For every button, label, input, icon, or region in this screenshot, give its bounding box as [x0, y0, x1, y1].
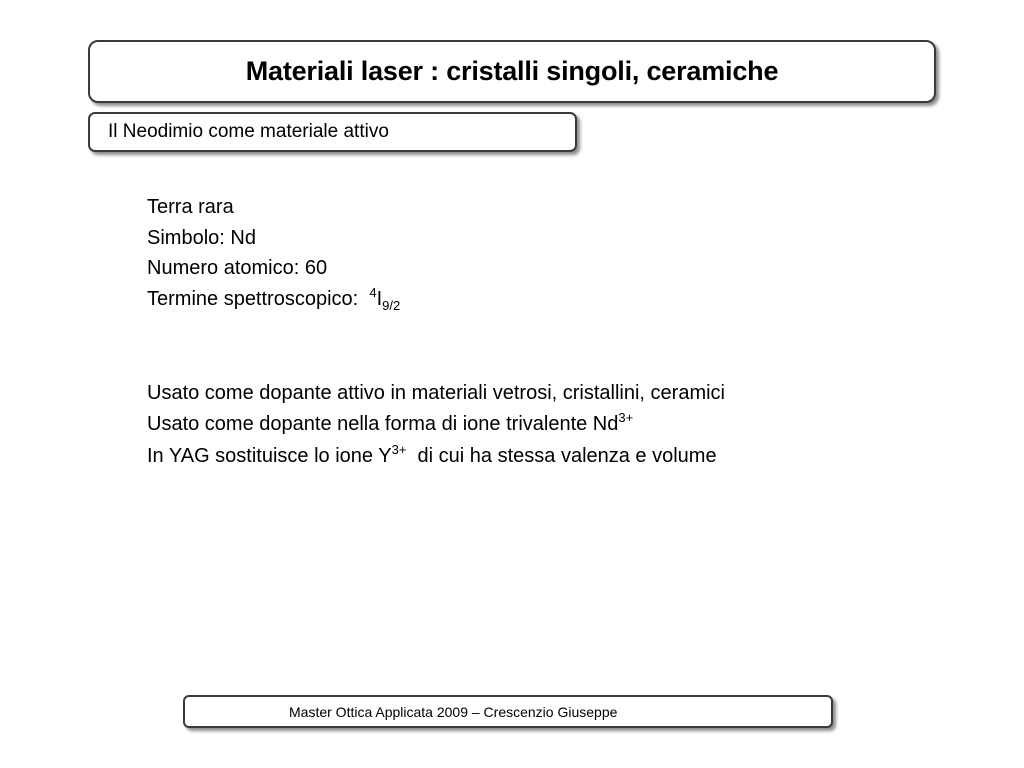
term-subscript: 9/2 [382, 297, 401, 313]
subtitle-box [88, 112, 577, 152]
nd-charge-superscript: 3+ [618, 409, 634, 425]
use-dopant-materials: Usato come dopante attivo in materiali vetrosi, cristallini, ceramici [147, 382, 725, 404]
slide-title: Materiali laser : cristalli singoli, ceramiche [245, 56, 779, 86]
fact-rare-earth: Terra rara [147, 196, 234, 218]
slide-content [147, 192, 725, 474]
fact-atomic-number: Numero atomico: 60 [147, 257, 328, 279]
yag-text: In YAG sostituisce lo ione Y [147, 445, 392, 467]
use-yag-substitution [147, 441, 725, 474]
use-trivalent-ion [147, 409, 725, 442]
fact-symbol: Simbolo: Nd [147, 226, 256, 249]
term-base: I [376, 287, 383, 310]
y-charge-superscript: 3+ [391, 442, 407, 457]
spacer [147, 316, 725, 378]
yag-text-rest: di cui ha stessa valenza e volume [406, 445, 717, 467]
slide-subtitle: Il Neodimio come materiale attivo [108, 121, 389, 142]
title-box [88, 40, 936, 103]
slide-footer: Master Ottica Applicata 2009 – Crescenzio Giuseppe [289, 703, 618, 720]
footer-box [183, 695, 833, 728]
fact-spectroscopic-term [147, 284, 725, 317]
term-superscript: 4 [369, 284, 377, 300]
spectroscopic-term-label: Termine spettroscopico: [147, 287, 370, 310]
trivalent-ion-text: Usato come dopante nella forma di ione trivalente Nd [147, 412, 619, 435]
